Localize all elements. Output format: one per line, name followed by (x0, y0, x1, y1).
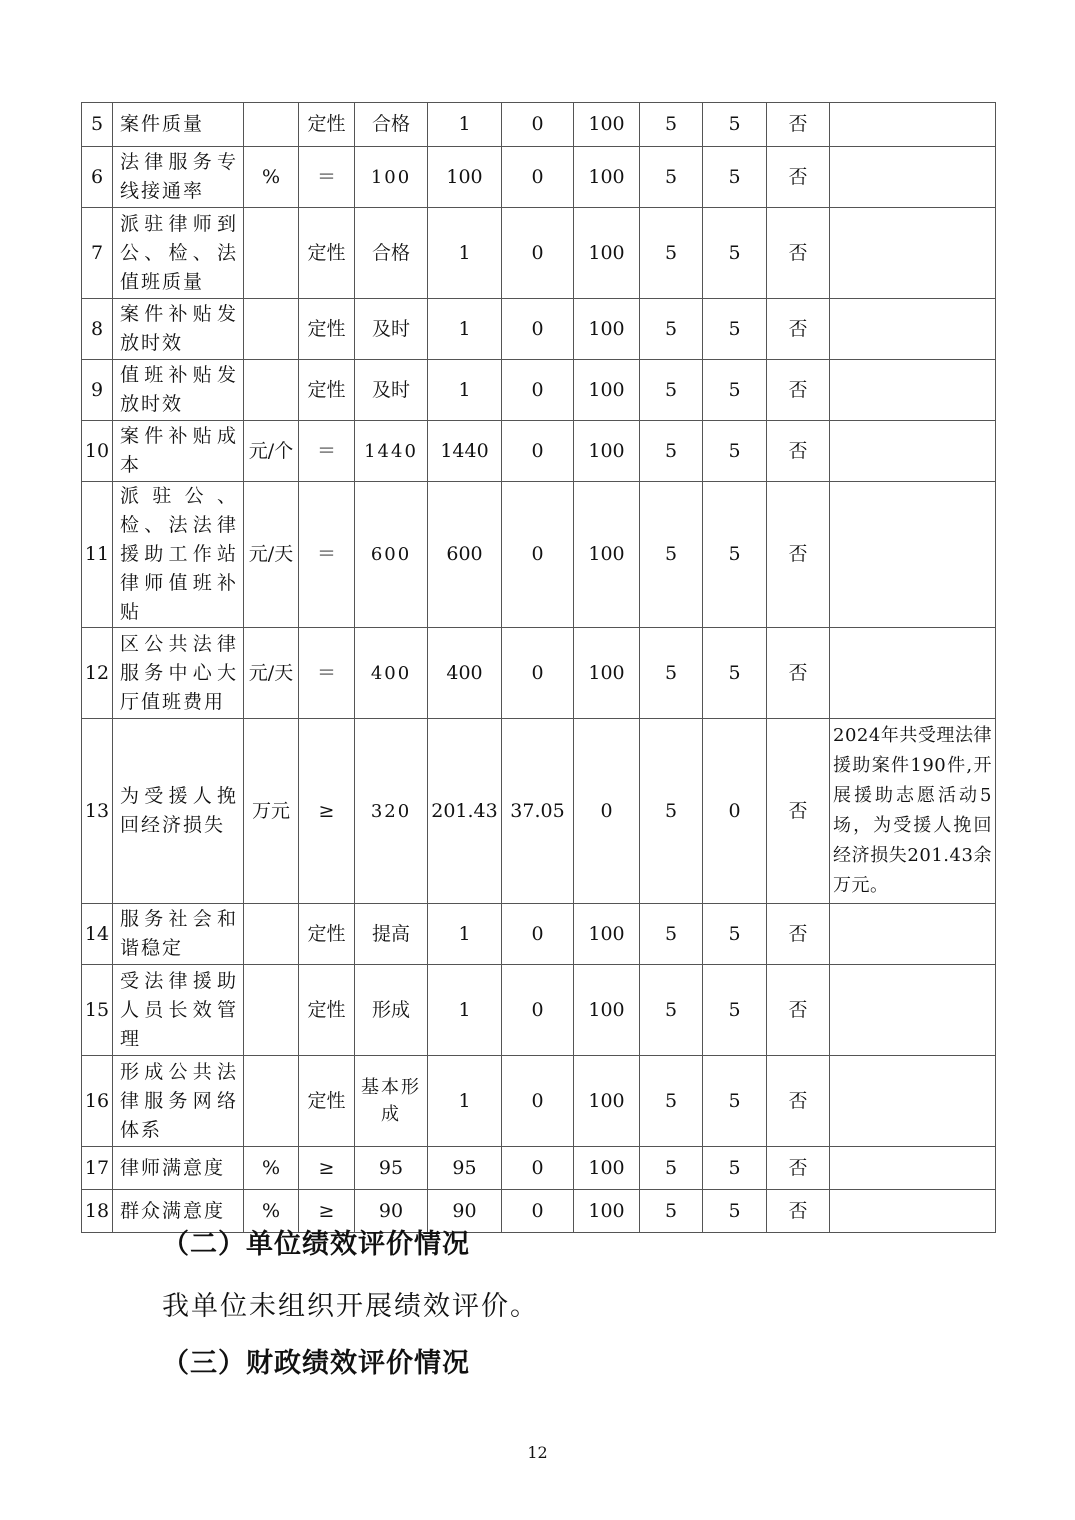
cell-operator: ＝ (299, 147, 355, 208)
cell-unit (244, 299, 299, 360)
cell-row-number: 6 (82, 147, 113, 208)
cell-target-value: 100 (355, 147, 428, 208)
cell-indicator-name: 为受援人挽回经济损失 (113, 719, 244, 904)
cell-unit (244, 904, 299, 965)
cell-row-number: 5 (82, 103, 113, 147)
cell-score-col-7: 0 (502, 421, 574, 482)
cell-score-col-7: 0 (502, 965, 574, 1056)
cell-indicator-name: 派驻律师到公、检、法值班质量 (113, 208, 244, 299)
cell-unit: 万元 (244, 719, 299, 904)
section-paragraph-unit-evaluation: 我单位未组织开展绩效评价。 (162, 1291, 539, 1322)
cell-operator: 定性 (299, 103, 355, 147)
cell-row-number: 7 (82, 208, 113, 299)
cell-actual-value: 400 (428, 628, 502, 719)
cell-actual-value: 95 (428, 1147, 502, 1190)
cell-score-col-7: 0 (502, 147, 574, 208)
cell-actual-value: 600 (428, 482, 502, 628)
section-heading-unit-evaluation: （二）单位绩效评价情况 (162, 1229, 470, 1260)
cell-score-col-10: 5 (703, 1147, 767, 1190)
cell-unit: % (244, 1147, 299, 1190)
table-row (82, 719, 996, 904)
cell-operator: 定性 (299, 965, 355, 1056)
cell-row-number: 8 (82, 299, 113, 360)
cell-unit (244, 360, 299, 421)
cell-flag-col: 否 (767, 719, 830, 904)
cell-flag-col: 否 (767, 965, 830, 1056)
cell-unit: % (244, 1190, 299, 1233)
cell-row-number: 12 (82, 628, 113, 719)
cell-score-col-8: 100 (574, 482, 640, 628)
cell-operator: ≥ (299, 719, 355, 904)
cell-actual-value: 90 (428, 1190, 502, 1233)
cell-note (830, 299, 996, 360)
cell-score-col-9: 5 (640, 1147, 703, 1190)
cell-score-col-10: 5 (703, 628, 767, 719)
cell-unit (244, 208, 299, 299)
cell-score-col-10: 5 (703, 965, 767, 1056)
cell-score-col-10: 5 (703, 208, 767, 299)
cell-score-col-9: 5 (640, 147, 703, 208)
cell-target-value: 320 (355, 719, 428, 904)
cell-unit (244, 965, 299, 1056)
cell-score-col-10: 5 (703, 904, 767, 965)
cell-score-col-9: 5 (640, 904, 703, 965)
cell-flag-col: 否 (767, 1190, 830, 1233)
cell-row-number: 13 (82, 719, 113, 904)
cell-score-col-7: 0 (502, 103, 574, 147)
cell-actual-value: 100 (428, 147, 502, 208)
cell-flag-col: 否 (767, 628, 830, 719)
cell-indicator-name: 受法律援助人员长效管理 (113, 965, 244, 1056)
cell-operator: ≥ (299, 1147, 355, 1190)
cell-score-col-8: 100 (574, 147, 640, 208)
cell-actual-value: 1 (428, 360, 502, 421)
cell-score-col-9: 5 (640, 482, 703, 628)
cell-flag-col: 否 (767, 208, 830, 299)
cell-score-col-9: 5 (640, 421, 703, 482)
cell-target-value: 95 (355, 1147, 428, 1190)
cell-score-col-10: 5 (703, 482, 767, 628)
cell-unit: 元/个 (244, 421, 299, 482)
cell-score-col-8: 100 (574, 904, 640, 965)
cell-operator: 定性 (299, 299, 355, 360)
section-heading-finance-evaluation: （三）财政绩效评价情况 (162, 1348, 470, 1379)
cell-indicator-name: 值班补贴发放时效 (113, 360, 244, 421)
cell-score-col-7: 0 (502, 360, 574, 421)
cell-unit: 元/天 (244, 482, 299, 628)
cell-note (830, 208, 996, 299)
cell-actual-value: 201.43 (428, 719, 502, 904)
cell-target-value: 600 (355, 482, 428, 628)
cell-indicator-name: 形成公共法律服务网络体系 (113, 1056, 244, 1147)
cell-score-col-10: 0 (703, 719, 767, 904)
cell-flag-col: 否 (767, 482, 830, 628)
cell-actual-value: 1 (428, 1056, 502, 1147)
cell-score-col-8: 100 (574, 299, 640, 360)
cell-target-value: 及时 (355, 299, 428, 360)
cell-score-col-7: 0 (502, 628, 574, 719)
table-row (82, 482, 996, 628)
cell-score-col-9: 5 (640, 719, 703, 904)
cell-row-number: 9 (82, 360, 113, 421)
cell-score-col-10: 5 (703, 299, 767, 360)
cell-score-col-9: 5 (640, 1056, 703, 1147)
cell-row-number: 16 (82, 1056, 113, 1147)
table-row (82, 1056, 996, 1147)
cell-score-col-7: 0 (502, 299, 574, 360)
table-body (82, 103, 996, 1233)
cell-note (830, 147, 996, 208)
cell-flag-col: 否 (767, 147, 830, 208)
cell-score-col-9: 5 (640, 1190, 703, 1233)
cell-score-col-8: 100 (574, 103, 640, 147)
table-row (82, 147, 996, 208)
cell-score-col-9: 5 (640, 299, 703, 360)
cell-score-col-8: 100 (574, 360, 640, 421)
cell-actual-value: 1 (428, 965, 502, 1056)
table-row (82, 1147, 996, 1190)
cell-unit: % (244, 147, 299, 208)
table-row (82, 904, 996, 965)
cell-score-col-7: 0 (502, 904, 574, 965)
table-row (82, 965, 996, 1056)
cell-score-col-8: 100 (574, 208, 640, 299)
cell-score-col-9: 5 (640, 965, 703, 1056)
cell-target-value: 合格 (355, 103, 428, 147)
cell-flag-col: 否 (767, 421, 830, 482)
cell-score-col-10: 5 (703, 1056, 767, 1147)
cell-operator: 定性 (299, 208, 355, 299)
cell-flag-col: 否 (767, 103, 830, 147)
cell-note (830, 1190, 996, 1233)
table-row (82, 421, 996, 482)
cell-target-value: 1440 (355, 421, 428, 482)
cell-row-number: 17 (82, 1147, 113, 1190)
cell-note (830, 421, 996, 482)
cell-note (830, 1056, 996, 1147)
cell-note (830, 482, 996, 628)
cell-target-value: 400 (355, 628, 428, 719)
cell-indicator-name: 案件补贴成本 (113, 421, 244, 482)
cell-operator: 定性 (299, 360, 355, 421)
cell-score-col-9: 5 (640, 628, 703, 719)
table-row (82, 103, 996, 147)
cell-operator: 定性 (299, 1056, 355, 1147)
performance-indicator-table (81, 102, 996, 1233)
cell-score-col-7: 0 (502, 482, 574, 628)
table-row (82, 299, 996, 360)
cell-flag-col: 否 (767, 904, 830, 965)
cell-indicator-name: 案件补贴发放时效 (113, 299, 244, 360)
cell-indicator-name: 群众满意度 (113, 1190, 244, 1233)
cell-score-col-7: 37.05 (502, 719, 574, 904)
cell-row-number: 11 (82, 482, 113, 628)
cell-row-number: 10 (82, 421, 113, 482)
cell-target-value: 90 (355, 1190, 428, 1233)
cell-actual-value: 1 (428, 103, 502, 147)
cell-score-col-8: 100 (574, 421, 640, 482)
cell-score-col-8: 100 (574, 1056, 640, 1147)
cell-unit (244, 103, 299, 147)
cell-indicator-name: 法律服务专线接通率 (113, 147, 244, 208)
cell-score-col-9: 5 (640, 208, 703, 299)
cell-score-col-7: 0 (502, 1190, 574, 1233)
cell-operator: ＝ (299, 628, 355, 719)
table-row (82, 360, 996, 421)
cell-score-col-9: 5 (640, 360, 703, 421)
cell-score-col-8: 0 (574, 719, 640, 904)
cell-score-col-8: 100 (574, 1190, 640, 1233)
cell-score-col-9: 5 (640, 103, 703, 147)
cell-operator: ≥ (299, 1190, 355, 1233)
cell-note (830, 360, 996, 421)
cell-operator: ＝ (299, 482, 355, 628)
cell-target-value: 提高 (355, 904, 428, 965)
table-row (82, 208, 996, 299)
table-row (82, 628, 996, 719)
cell-operator: 定性 (299, 904, 355, 965)
cell-note (830, 904, 996, 965)
cell-actual-value: 1440 (428, 421, 502, 482)
cell-score-col-10: 5 (703, 103, 767, 147)
cell-operator: ＝ (299, 421, 355, 482)
cell-flag-col: 否 (767, 360, 830, 421)
cell-actual-value: 1 (428, 299, 502, 360)
cell-score-col-8: 100 (574, 1147, 640, 1190)
cell-actual-value: 1 (428, 208, 502, 299)
cell-note (830, 628, 996, 719)
cell-note (830, 103, 996, 147)
cell-target-value: 合格 (355, 208, 428, 299)
cell-indicator-name: 区公共法律服务中心大厅值班费用 (113, 628, 244, 719)
cell-row-number: 15 (82, 965, 113, 1056)
cell-score-col-10: 5 (703, 421, 767, 482)
cell-row-number: 14 (82, 904, 113, 965)
cell-score-col-7: 0 (502, 1056, 574, 1147)
cell-indicator-name: 服务社会和谐稳定 (113, 904, 244, 965)
cell-indicator-name: 案件质量 (113, 103, 244, 147)
cell-note (830, 965, 996, 1056)
cell-score-col-10: 5 (703, 1190, 767, 1233)
cell-score-col-10: 5 (703, 360, 767, 421)
cell-note (830, 1147, 996, 1190)
cell-flag-col: 否 (767, 299, 830, 360)
cell-target-value: 形成 (355, 965, 428, 1056)
cell-indicator-name: 律师满意度 (113, 1147, 244, 1190)
cell-score-col-10: 5 (703, 147, 767, 208)
cell-score-col-7: 0 (502, 208, 574, 299)
cell-flag-col: 否 (767, 1147, 830, 1190)
cell-score-col-7: 0 (502, 1147, 574, 1190)
page-number: 12 (527, 1443, 548, 1462)
cell-flag-col: 否 (767, 1056, 830, 1147)
cell-row-number: 18 (82, 1190, 113, 1233)
cell-note: 2024年共受理法律援助案件190件,开展援助志愿活动5场，为受援人挽回经济损失201.43余万元。 (830, 719, 996, 904)
cell-score-col-8: 100 (574, 628, 640, 719)
cell-unit (244, 1056, 299, 1147)
cell-indicator-name: 派驻公、检、法法律援助工作站律师值班补贴 (113, 482, 244, 628)
cell-score-col-8: 100 (574, 965, 640, 1056)
cell-actual-value: 1 (428, 904, 502, 965)
cell-unit: 元/天 (244, 628, 299, 719)
cell-target-value: 及时 (355, 360, 428, 421)
cell-target-value: 基本形成 (355, 1056, 428, 1147)
